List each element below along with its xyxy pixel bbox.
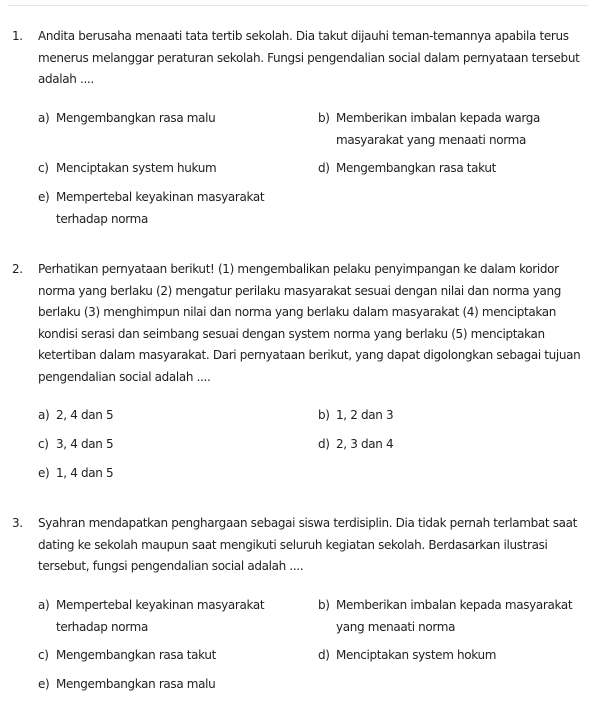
top-divider [8,5,588,6]
option-letter: c) [38,437,49,451]
question-number: 1. [12,29,23,43]
option-letter: c) [38,161,49,175]
option-letter: e) [38,466,50,480]
option-letter: d) [318,161,330,175]
option-text: Mempertebal keyakinan masyarakat terhadap norma [56,598,265,634]
option-text: 2, 3 dan 4 [336,437,394,451]
option-text: Mengembangkan rasa takut [56,648,216,662]
option-letter: b) [318,408,330,422]
question-number: 2. [12,262,23,276]
option-text: 2, 4 dan 5 [56,408,114,422]
option-text: Mengembangkan rasa takut [336,161,496,175]
option-text: Memberikan imbalan kepada masyarakat yang menaati norma [336,598,573,634]
option-text: Mengembangkan rasa malu [56,677,216,691]
option-text: 1, 2 dan 3 [336,408,394,422]
option-text: 1, 4 dan 5 [56,466,114,480]
option-letter: a) [38,111,50,125]
option-letter: a) [38,598,50,612]
option-text: Menciptakan system hukum [56,161,217,175]
option-text: Menciptakan system hokum [336,648,497,662]
option-letter: b) [318,598,330,612]
option-letter: d) [318,437,330,451]
option-letter: d) [318,648,330,662]
question-text: Andita berusaha menaati tata tertib sekolah. Dia takut dijauhi teman-temannya apabila terus menerus melanggar peraturan sekolah. Fungsi pengendalian social dalam pernyataan tersebut adalah .... [38,29,580,86]
option-text: Memberikan imbalan kepada warga masyarakat yang menaati norma [336,111,540,147]
option-text: Mengembangkan rasa malu [56,111,216,125]
option-letter: e) [38,677,50,691]
option-letter: a) [38,408,50,422]
question-text: Syahran mendapatkan penghargaan sebagai siswa terdisiplin. Dia tidak pernah terlambat saat dating ke sekolah maupun saat mengikuti seluruh kegiatan sekolah. Berdasarkan ilustrasi tersebut, fungsi pengendalian social adalah .... [38,516,577,573]
option-letter: b) [318,111,330,125]
option-letter: e) [38,190,50,204]
option-text: 3, 4 dan 5 [56,437,114,451]
question-number: 3. [12,516,23,530]
question-text: Perhatikan pernyataan berikut! (1) mengembalikan pelaku penyimpangan ke dalam koridor norma yang berlaku (2) mengatur perilaku masyarakat sesuai dengan nilai dan norma yang berlaku (3) menghimpun nilai dan norma yang berlaku dalam masyarakat (4) menciptakan kondisi serasi dan seimbang sesuai dengan system norma yang berlaku (5) menciptakan ketertiban dalam masyarakat. Dari pernyataan berikut, yang dapat digolongkan sebagai tujuan pengendalian social adalah .... [38,262,581,384]
option-letter: c) [38,648,49,662]
option-text: Mempertebal keyakinan masyarakat terhadap norma [56,190,265,226]
